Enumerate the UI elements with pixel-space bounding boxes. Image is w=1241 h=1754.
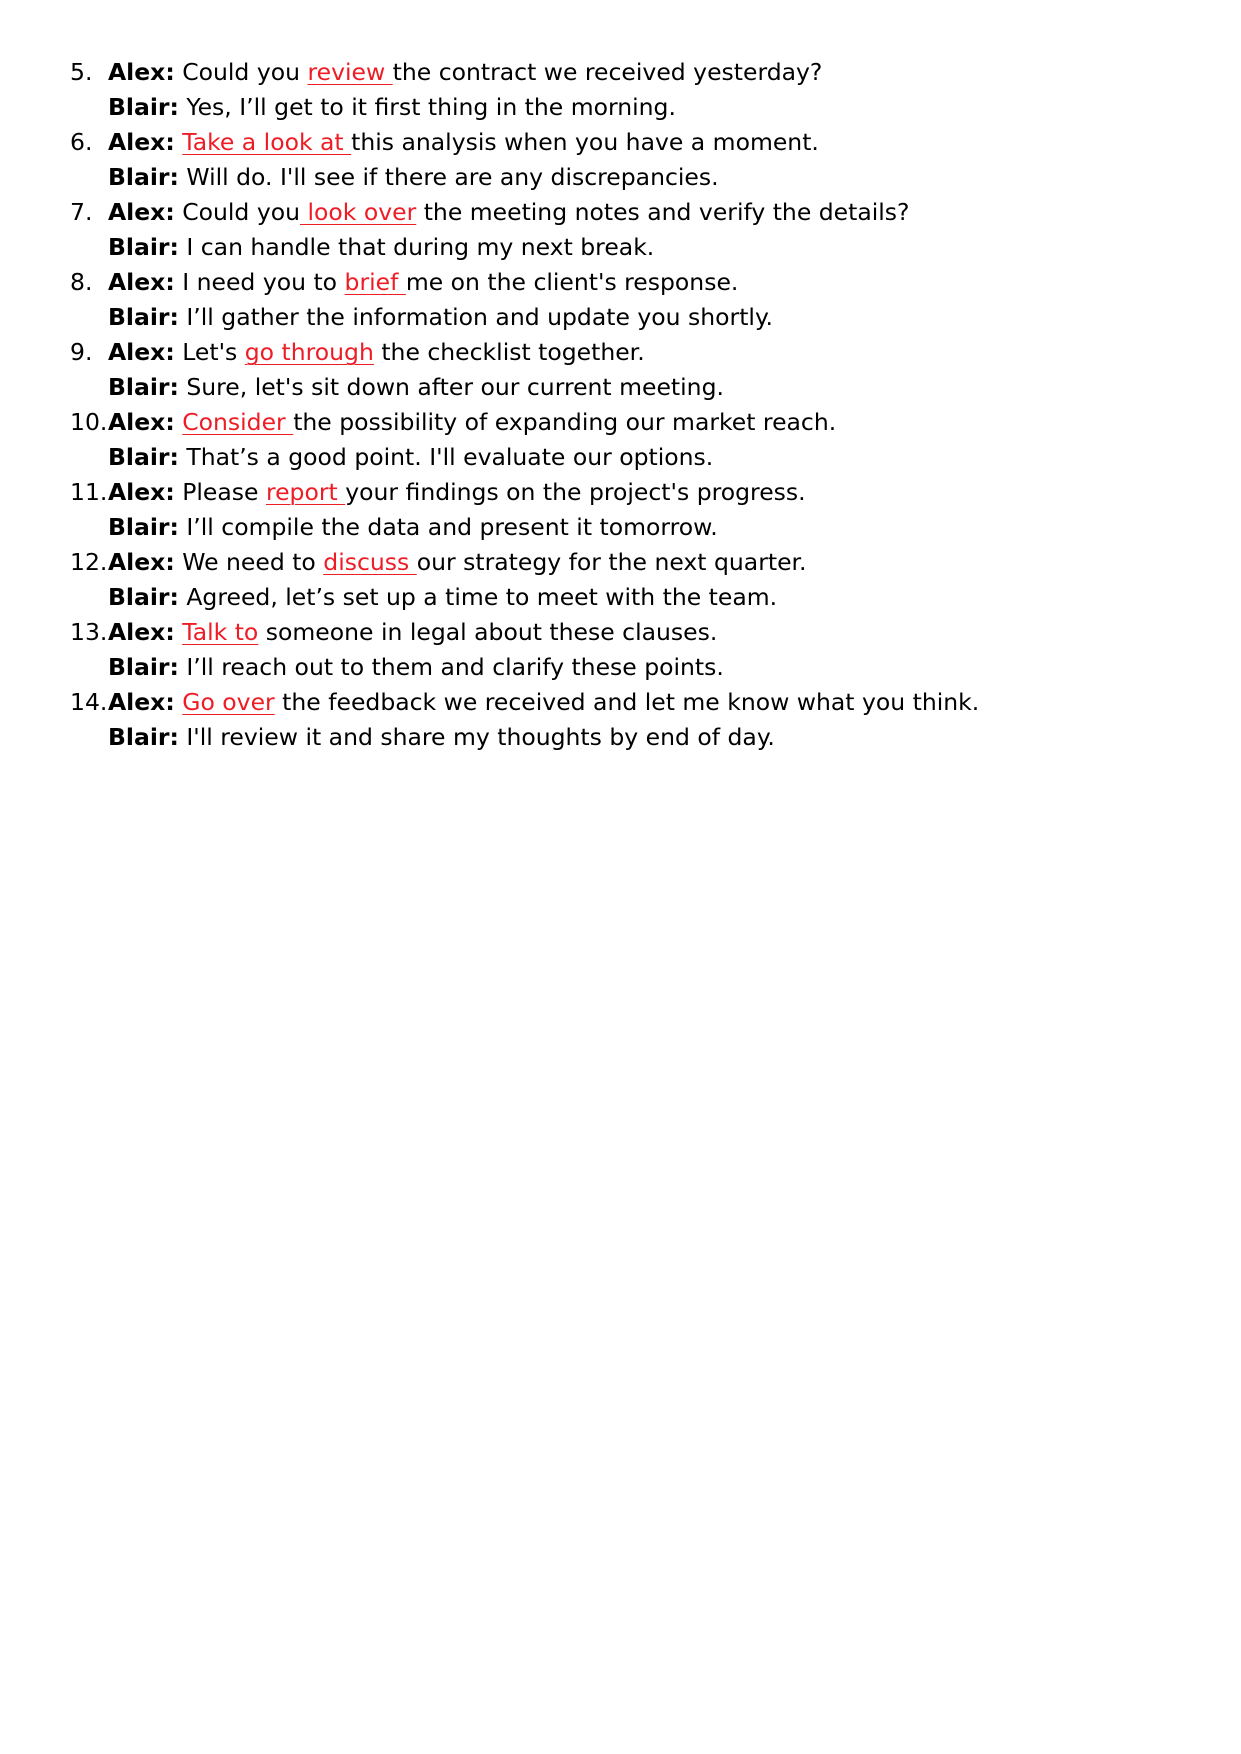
line-text: the checklist together.	[373, 338, 645, 366]
line-text: Could you	[174, 198, 300, 226]
reply-text: Agreed, let’s set up a time to meet with the team.	[178, 583, 778, 611]
alex-line	[70, 195, 1170, 230]
item-number: 14.	[70, 688, 108, 716]
line-text: We need to	[174, 548, 324, 576]
item-number: 5.	[70, 58, 93, 86]
item-number: 7.	[70, 198, 93, 226]
blair-line	[70, 650, 1170, 685]
item-number: 9.	[70, 338, 93, 366]
speaker-alex: Alex:	[108, 338, 175, 366]
exchange-8	[70, 265, 1170, 335]
speaker-blair: Blair:	[108, 723, 179, 751]
reply-text: Will do. I'll see if there are any discrepancies.	[178, 163, 719, 191]
line-text: your findings on the project's progress.	[345, 478, 806, 506]
reply-text: I’ll compile the data and present it tomorrow.	[178, 513, 718, 541]
speaker-alex: Alex:	[108, 58, 175, 86]
speaker-blair: Blair:	[108, 163, 179, 191]
exchange-7	[70, 195, 1170, 265]
alex-line	[70, 475, 1170, 510]
line-text: someone in legal about these clauses.	[258, 618, 718, 646]
speaker-alex: Alex:	[108, 478, 175, 506]
exchange-10	[70, 405, 1170, 475]
reply-text: Sure, let's sit down after our current meeting.	[178, 373, 724, 401]
alex-line	[70, 615, 1170, 650]
highlighted-phrase: Consider	[182, 408, 294, 436]
line-text: Could you	[174, 58, 308, 86]
highlighted-phrase: Talk to	[182, 618, 259, 646]
alex-line	[70, 685, 1170, 720]
blair-line	[70, 160, 1170, 195]
blair-line	[70, 90, 1170, 125]
line-text: the feedback we received and let me know what you think.	[274, 688, 980, 716]
speaker-alex: Alex:	[108, 408, 175, 436]
blair-line	[70, 300, 1170, 335]
blair-line	[70, 440, 1170, 475]
speaker-alex: Alex:	[108, 128, 175, 156]
reply-text: I can handle that during my next break.	[178, 233, 655, 261]
alex-line	[70, 55, 1170, 90]
reply-text: That’s a good point. I'll evaluate our options.	[178, 443, 714, 471]
speaker-blair: Blair:	[108, 303, 179, 331]
highlighted-phrase: Go over	[182, 688, 275, 716]
blair-line	[70, 370, 1170, 405]
exchange-5	[70, 55, 1170, 125]
reply-text: I’ll gather the information and update you shortly.	[178, 303, 773, 331]
speaker-blair: Blair:	[108, 233, 179, 261]
line-text: our strategy for the next quarter.	[416, 548, 807, 576]
alex-line	[70, 545, 1170, 580]
item-number: 6.	[70, 128, 93, 156]
line-text: this analysis when you have a moment.	[351, 128, 819, 156]
line-text: the meeting notes and verify the details?	[416, 198, 910, 226]
alex-line	[70, 125, 1170, 160]
exchange-13	[70, 615, 1170, 685]
highlighted-phrase: look over	[300, 198, 417, 226]
item-number: 13.	[70, 618, 108, 646]
highlighted-phrase: discuss	[323, 548, 417, 576]
highlighted-phrase: brief	[344, 268, 406, 296]
item-number: 12.	[70, 548, 108, 576]
speaker-blair: Blair:	[108, 513, 179, 541]
reply-text: Yes, I’ll get to it first thing in the morning.	[178, 93, 676, 121]
line-text: I need you to	[174, 268, 345, 296]
alex-line	[70, 405, 1170, 440]
speaker-alex: Alex:	[108, 688, 175, 716]
blair-line	[70, 720, 1170, 755]
speaker-alex: Alex:	[108, 268, 175, 296]
speaker-alex: Alex:	[108, 618, 175, 646]
alex-line	[70, 335, 1170, 370]
reply-text: I'll review it and share my thoughts by end of day.	[178, 723, 775, 751]
exchange-9	[70, 335, 1170, 405]
line-text: Let's	[174, 338, 245, 366]
exchange-11	[70, 475, 1170, 545]
blair-line	[70, 230, 1170, 265]
line-text: the contract we received yesterday?	[392, 58, 823, 86]
line-text: Please	[174, 478, 266, 506]
highlighted-phrase: Take a look at	[182, 128, 352, 156]
speaker-blair: Blair:	[108, 653, 179, 681]
speaker-alex: Alex:	[108, 198, 175, 226]
blair-line	[70, 510, 1170, 545]
line-text: the possibility of expanding our market reach.	[293, 408, 837, 436]
highlighted-phrase: go through	[244, 338, 374, 366]
item-number: 8.	[70, 268, 93, 296]
line-text: me on the client's response.	[405, 268, 739, 296]
alex-line	[70, 265, 1170, 300]
item-number: 11.	[70, 478, 108, 506]
speaker-blair: Blair:	[108, 93, 179, 121]
speaker-blair: Blair:	[108, 583, 179, 611]
speaker-alex: Alex:	[108, 548, 175, 576]
exchange-14	[70, 685, 1170, 755]
highlighted-phrase: review	[307, 58, 393, 86]
item-number: 10.	[70, 408, 108, 436]
exchange-6	[70, 125, 1170, 195]
reply-text: I’ll reach out to them and clarify these points.	[178, 653, 724, 681]
speaker-blair: Blair:	[108, 373, 179, 401]
highlighted-phrase: report	[265, 478, 346, 506]
exchange-12	[70, 545, 1170, 615]
dialogue-list	[70, 55, 1170, 755]
blair-line	[70, 580, 1170, 615]
speaker-blair: Blair:	[108, 443, 179, 471]
